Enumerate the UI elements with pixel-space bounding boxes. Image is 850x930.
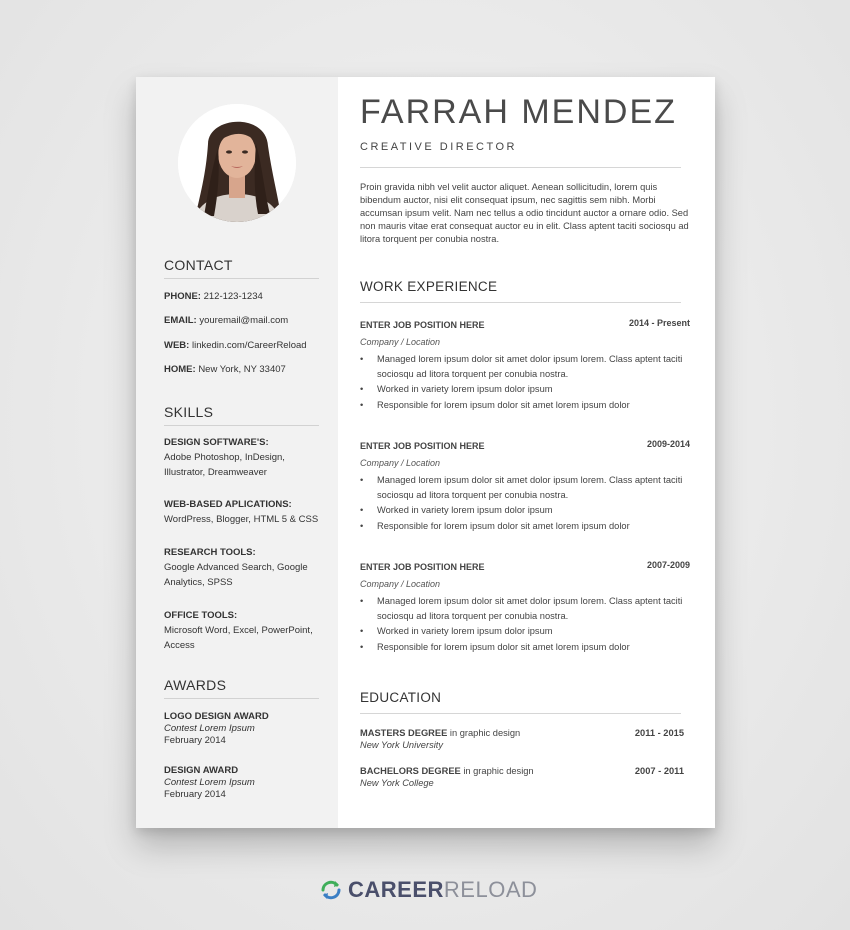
list-item: • Managed lorem ipsum dolor sit amet dolor ipsum lorem. Class aptent taciti sociosqu ad litora torquent per conubia nostra. (360, 352, 690, 381)
skill-item: WEB-BASED APLICATIONS: WordPress, Blogger, HTML 5 & CSS (164, 499, 319, 525)
job-bullets (360, 594, 690, 655)
award-item: LOGO DESIGN AWARD Contest Lorem Ipsum February 2014 (164, 711, 269, 746)
list-item: • Responsible for lorem ipsum dolor sit amet lorem ipsum dolor (360, 519, 690, 534)
contact-heading: CONTACT (164, 257, 319, 279)
list-item: • Worked in variety lorem ipsum dolor ipsum (360, 382, 690, 397)
job-bullets (360, 352, 690, 413)
contact-home: HOME: New York, NY 33407 (164, 364, 286, 375)
job-company: Company / Location (360, 579, 441, 589)
education-item: BACHELORS DEGREE in graphic design 2007 - 2011 New York College (360, 766, 684, 788)
job-dates: 2014 - Present (628, 318, 690, 328)
job-position: ENTER JOB POSITION HERE (360, 320, 485, 330)
contact-email: EMAIL: youremail@mail.com (164, 315, 289, 326)
job-position: ENTER JOB POSITION HERE (360, 562, 485, 572)
skills-heading: SKILLS (164, 404, 319, 426)
profile-photo (178, 104, 296, 222)
job-dates: 2007-2009 (646, 560, 690, 570)
skill-item: RESEARCH TOOLS: Google Advanced Search, Google Analytics, SPSS (164, 547, 308, 588)
job-company: Company / Location (360, 337, 441, 347)
resume-page (136, 77, 715, 828)
job-company: Company / Location (360, 458, 441, 468)
person-name: FARRAH MENDEZ (360, 93, 677, 131)
list-item: • Responsible for lorem ipsum dolor sit amet lorem ipsum dolor (360, 640, 690, 655)
education-heading: EDUCATION (360, 690, 442, 705)
portrait-image (178, 104, 296, 222)
careerreload-logo: CAREERRELOAD (320, 876, 537, 904)
awards-heading: AWARDS (164, 677, 319, 699)
contact-phone: PHONE: 212-123-1234 (164, 291, 263, 302)
list-item: • Responsible for lorem ipsum dolor sit amet lorem ipsum dolor (360, 398, 690, 413)
sidebar (136, 77, 338, 828)
skill-item: DESIGN SOFTWARE'S: Adobe Photoshop, InDesign, Illustrator, Dreamweaver (164, 437, 285, 478)
award-item: DESIGN AWARD Contest Lorem Ipsum February 2014 (164, 765, 255, 800)
refresh-icon (320, 879, 342, 901)
divider (360, 302, 681, 303)
profile-summary: Proin gravida nibh vel velit auctor aliquet. Aenean sollicitudin, lorem quis bibendum auctor, nisi elit consequat ipsum, nec sagittis sem nibh. Morbi accumsan ipsum velit. Nam nec tellus a odio tincidunt auctor a ornare odio. Sed non mauris vitae erat consequat auctor eu in elit. Class aptent taciti sociosqu ad litora torquent per conubia nostra. (360, 182, 689, 244)
skill-item: OFFICE TOOLS: Microsoft Word, Excel, PowerPoint, Access (164, 610, 313, 651)
list-item: • Worked in variety lorem ipsum dolor ipsum (360, 503, 690, 518)
list-item: • Managed lorem ipsum dolor sit amet dolor ipsum lorem. Class aptent taciti sociosqu ad litora torquent per conubia nostra. (360, 473, 690, 502)
contact-web: WEB: linkedin.com/CareerReload (164, 340, 307, 351)
divider (360, 167, 681, 168)
job-bullets (360, 473, 690, 534)
work-experience-heading: WORK EXPERIENCE (360, 279, 498, 294)
education-item: MASTERS DEGREE in graphic design 2011 - 2015 New York University (360, 728, 684, 750)
list-item: • Managed lorem ipsum dolor sit amet dolor ipsum lorem. Class aptent taciti sociosqu ad litora torquent per conubia nostra. (360, 594, 690, 623)
job-dates: 2009-2014 (646, 439, 690, 449)
job-position: ENTER JOB POSITION HERE (360, 441, 485, 451)
job-title: CREATIVE DIRECTOR (360, 141, 517, 153)
divider (360, 713, 681, 714)
list-item: • Worked in variety lorem ipsum dolor ipsum (360, 624, 690, 639)
